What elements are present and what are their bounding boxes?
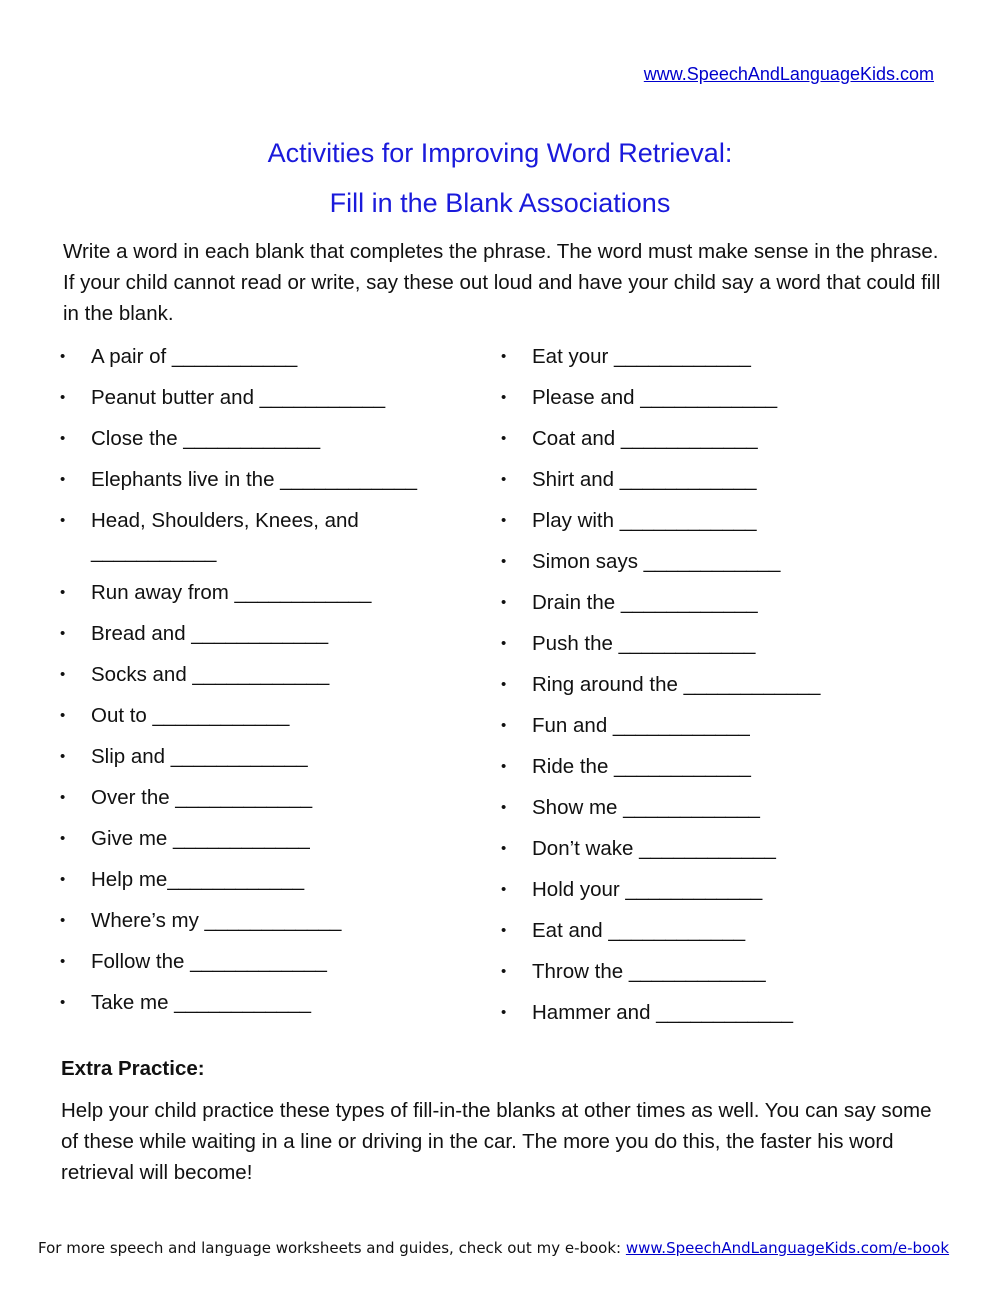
extra-practice-text: Help your child practice these types of fill-in-the blanks at other times as well. You can say some of these while waiting in a line or driving in the car. The more you do this, the faster his word retrieval will become! [61,1099,932,1184]
phrase-text: Show me ____________ [532,796,760,819]
right-phrase-list [501,341,921,1038]
phrase-text: Shirt and ____________ [532,468,757,491]
bullet-icon: • [501,1004,507,1021]
bullet-icon: • [501,635,507,652]
list-item [501,915,921,946]
bullet-icon: • [501,512,507,529]
phrase-text: Run away from ____________ [91,581,372,604]
list-item [501,874,921,905]
bullet-icon: • [501,389,507,406]
bullet-icon: • [501,676,507,693]
phrase-text: Elephants live in the ____________ [91,468,417,491]
bullet-icon: • [60,707,66,724]
list-item [60,987,480,1018]
list-item [60,905,480,936]
list-item [60,700,480,731]
bullet-icon: • [501,471,507,488]
bullet-icon: • [501,430,507,447]
phrase-text: Fun and ____________ [532,714,750,737]
list-item [501,792,921,823]
phrase-text: Socks and ____________ [91,663,330,686]
list-item [60,823,480,854]
list-item [501,669,921,700]
page-subtitle: Fill in the Blank Associations [329,188,671,218]
phrase-text: A pair of ___________ [91,345,298,368]
list-item [60,946,480,977]
bullet-icon: • [501,799,507,816]
bullet-icon: • [60,953,66,970]
bullet-icon: • [501,840,507,857]
bullet-icon: • [60,471,66,488]
bullet-icon: • [501,348,507,365]
phrase-text: Give me ____________ [91,827,310,850]
phrase-text: Where’s my ____________ [91,909,342,932]
list-item [501,628,921,659]
bullet-icon: • [501,881,507,898]
list-item [501,382,921,413]
list-item [501,751,921,782]
list-item [60,505,480,567]
bullet-icon: • [60,789,66,806]
list-item [501,505,921,536]
bullet-icon: • [60,389,66,406]
phrase-text: Out to ____________ [91,704,290,727]
list-item [60,782,480,813]
phrase-text: Ride the ____________ [532,755,751,778]
phrase-text: Hammer and ____________ [532,1001,793,1024]
instructions-paragraph: Write a word in each blank that completes the phrase. The word must make sense in the phrase. If your child cannot read or write, say these out loud and have your child say a word that could fill in the blank. [63,240,941,325]
phrase-text: Follow the ____________ [91,950,327,973]
phrase-text: Eat and ____________ [532,919,746,942]
bullet-icon: • [60,512,66,529]
phrase-text: Don’t wake ____________ [532,837,776,860]
bullet-icon: • [60,666,66,683]
page-title: Activities for Improving Word Retrieval: [267,138,733,168]
bullet-icon: • [501,553,507,570]
phrase-text: Push the ____________ [532,632,756,655]
extra-practice-heading: Extra Practice: [61,1057,205,1080]
bullet-icon: • [501,758,507,775]
bullet-icon: • [60,625,66,642]
list-item [501,710,921,741]
phrase-text: Throw the ____________ [532,960,766,983]
bullet-icon: • [60,748,66,765]
list-item [501,833,921,864]
bullet-icon: • [60,584,66,601]
phrase-text: Peanut butter and ___________ [91,386,386,409]
list-item [60,864,480,895]
phrase-text: Ring around the ____________ [532,673,821,696]
ebook-link[interactable]: www.SpeechAndLanguageKids.com/e-book [625,1239,950,1257]
bullet-icon: • [60,430,66,447]
phrase-text: Play with ____________ [532,509,757,532]
bullet-icon: • [60,830,66,847]
bullet-icon: • [60,871,66,888]
phrase-text: Over the ____________ [91,786,313,809]
list-item [60,382,480,413]
phrase-text: Drain the ____________ [532,591,758,614]
bullet-icon: • [501,594,507,611]
list-item [501,587,921,618]
phrase-text: Coat and ____________ [532,427,758,450]
phrase-text: Take me ____________ [91,991,311,1014]
list-item [501,341,921,372]
list-item [60,423,480,454]
footer-text: For more speech and language worksheets and guides, check out my e-book: [38,1239,626,1257]
bullet-icon: • [60,348,66,365]
list-item [501,956,921,987]
list-item [501,997,921,1028]
phrase-text: Slip and ____________ [91,745,308,768]
list-item [60,659,480,690]
list-item [60,341,480,372]
list-item [60,618,480,649]
bullet-icon: • [501,963,507,980]
bullet-icon: • [501,922,507,939]
bullet-icon: • [60,994,66,1011]
list-item [501,464,921,495]
list-item [60,464,480,495]
list-item [501,423,921,454]
list-item [501,546,921,577]
phrase-text: Simon says ____________ [532,550,781,573]
phrase-text: Bread and ____________ [91,622,329,645]
list-item [60,577,480,608]
phrase-text: Please and ____________ [532,386,778,409]
list-item [60,741,480,772]
footer [38,1239,949,1257]
phrase-text: Help me____________ [91,868,305,891]
bullet-icon: • [501,717,507,734]
phrase-text: Head, Shoulders, Knees, and ___________ [91,509,359,563]
site-url-link[interactable]: www.SpeechAndLanguageKids.com [643,64,934,84]
phrase-text: Hold your ____________ [532,878,763,901]
phrase-text: Eat your ____________ [532,345,751,368]
left-phrase-list [60,341,480,1028]
bullet-icon: • [60,912,66,929]
phrase-text: Close the ____________ [91,427,321,450]
